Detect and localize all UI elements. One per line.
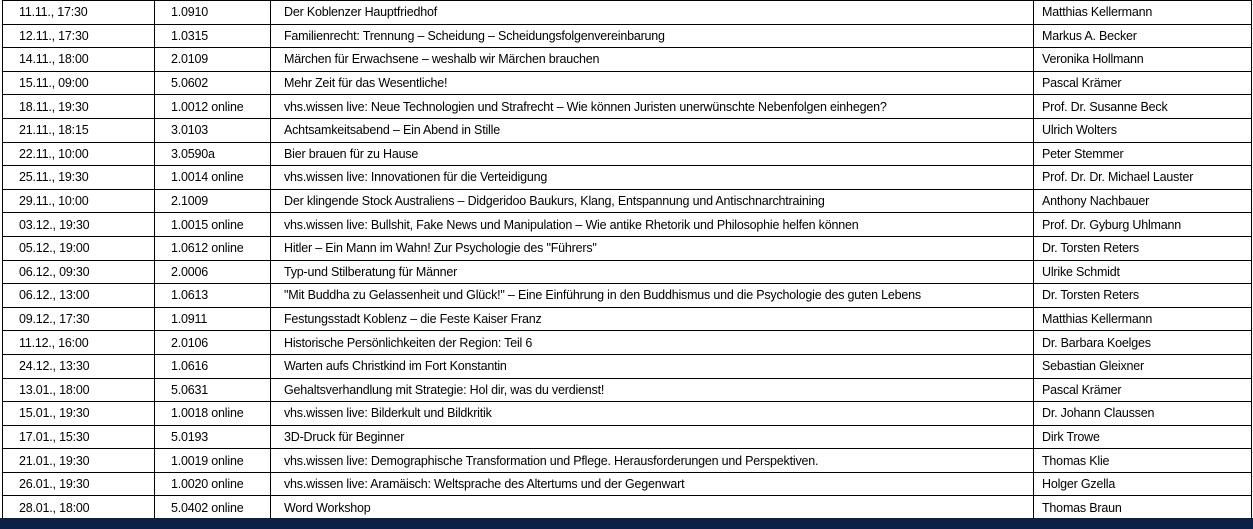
course-code-cell: 1.0612 online [155,236,271,260]
course-title-cell: vhs.wissen live: Bilderkult und Bildkritik [271,402,1034,426]
table-row [3,472,1252,496]
table-row [3,189,1252,213]
date-cell: 15.01., 19:30 [3,402,155,426]
date-cell: 13.01., 18:00 [3,378,155,402]
speaker-cell: Thomas Klie [1034,449,1252,473]
date-cell: 21.01., 19:30 [3,449,155,473]
course-code-cell: 1.0015 online [155,213,271,237]
course-title-cell: Word Workshop [271,496,1034,520]
course-title-cell: vhs.wissen live: Aramäisch: Weltsprache des Altertums und der Gegenwart [271,472,1034,496]
course-code-cell: 2.0006 [155,260,271,284]
course-code-cell: 5.0631 [155,378,271,402]
table-row [3,307,1252,331]
table-row [3,48,1252,72]
course-code-cell: 3.0590a [155,142,271,166]
speaker-cell: Prof. Dr. Susanne Beck [1034,95,1252,119]
course-code-cell: 1.0012 online [155,95,271,119]
course-title-cell: Historische Persönlichkeiten der Region: Teil 6 [271,331,1034,355]
course-title-cell: Achtsamkeitsabend – Ein Abend in Stille [271,118,1034,142]
speaker-cell: Dr. Torsten Reters [1034,236,1252,260]
table-row [3,213,1252,237]
date-cell: 24.12., 13:30 [3,354,155,378]
table-row [3,1,1252,25]
course-title-cell: Mehr Zeit für das Wesentliche! [271,71,1034,95]
course-title-cell: vhs.wissen live: Neue Technologien und Strafrecht – Wie können Juristen unerwünschte Nebenfolgen einhegen? [271,95,1034,119]
speaker-cell: Prof. Dr. Gyburg Uhlmann [1034,213,1252,237]
speaker-cell: Peter Stemmer [1034,142,1252,166]
course-title-cell: vhs.wissen live: Innovationen für die Verteidigung [271,166,1034,190]
course-title-cell: Festungsstadt Koblenz – die Feste Kaiser Franz [271,307,1034,331]
date-cell: 22.11., 10:00 [3,142,155,166]
speaker-cell: Anthony Nachbauer [1034,189,1252,213]
course-code-cell: 1.0613 [155,284,271,308]
course-title-cell: 3D-Druck für Beginner [271,425,1034,449]
table-row [3,378,1252,402]
table-row [3,24,1252,48]
speaker-cell: Ulrike Schmidt [1034,260,1252,284]
course-title-cell: Hitler – Ein Mann im Wahn! Zur Psychologie des "Führers" [271,236,1034,260]
course-title-cell: vhs.wissen live: Demographische Transformation und Pflege. Herausforderungen und Perspektiven. [271,449,1034,473]
date-cell: 11.11., 17:30 [3,1,155,25]
course-title-cell: Gehaltsverhandlung mit Strategie: Hol dir, was du verdienst! [271,378,1034,402]
table-row [3,402,1252,426]
speaker-cell: Markus A. Becker [1034,24,1252,48]
speaker-cell: Dr. Barbara Koelges [1034,331,1252,355]
course-code-cell: 1.0911 [155,307,271,331]
course-code-cell: 5.0602 [155,71,271,95]
date-cell: 14.11., 18:00 [3,48,155,72]
date-cell: 15.11., 09:00 [3,71,155,95]
footer-bar [0,518,1253,529]
course-title-cell: vhs.wissen live: Bullshit, Fake News und Manipulation – Wie antike Rhetorik und Philosophie helfen können [271,213,1034,237]
table-row [3,425,1252,449]
speaker-cell: Sebastian Gleixner [1034,354,1252,378]
date-cell: 21.11., 18:15 [3,118,155,142]
speaker-cell: Holger Gzella [1034,472,1252,496]
date-cell: 06.12., 09:30 [3,260,155,284]
course-code-cell: 2.0106 [155,331,271,355]
date-cell: 03.12., 19:30 [3,213,155,237]
table-row [3,284,1252,308]
course-title-cell: Typ-und Stilberatung für Männer [271,260,1034,284]
date-cell: 28.01., 18:00 [3,496,155,520]
speaker-cell: Veronika Hollmann [1034,48,1252,72]
course-code-cell: 1.0616 [155,354,271,378]
date-cell: 12.11., 17:30 [3,24,155,48]
date-cell: 18.11., 19:30 [3,95,155,119]
course-code-cell: 1.0020 online [155,472,271,496]
speaker-cell: Matthias Kellermann [1034,1,1252,25]
speaker-cell: Prof. Dr. Dr. Michael Lauster [1034,166,1252,190]
speaker-cell: Pascal Krämer [1034,378,1252,402]
table-row [3,354,1252,378]
course-schedule-table [2,0,1252,520]
course-title-cell: "Mit Buddha zu Gelassenheit und Glück!" – Eine Einführung in den Buddhismus und die Psychologie des guten Lebens [271,284,1034,308]
date-cell: 05.12., 19:00 [3,236,155,260]
speaker-cell: Matthias Kellermann [1034,307,1252,331]
course-code-cell: 2.0109 [155,48,271,72]
date-cell: 17.01., 15:30 [3,425,155,449]
course-code-cell: 1.0315 [155,24,271,48]
course-title-cell: Der Koblenzer Hauptfriedhof [271,1,1034,25]
course-code-cell: 3.0103 [155,118,271,142]
table-row [3,95,1252,119]
date-cell: 06.12., 13:00 [3,284,155,308]
date-cell: 09.12., 17:30 [3,307,155,331]
course-title-cell: Warten aufs Christkind im Fort Konstantin [271,354,1034,378]
date-cell: 25.11., 19:30 [3,166,155,190]
course-schedule-body [3,1,1252,520]
speaker-cell: Dirk Trowe [1034,425,1252,449]
table-row [3,118,1252,142]
speaker-cell: Pascal Krämer [1034,71,1252,95]
course-code-cell: 1.0910 [155,1,271,25]
date-cell: 11.12., 16:00 [3,331,155,355]
table-row [3,142,1252,166]
table-row [3,449,1252,473]
speaker-cell: Thomas Braun [1034,496,1252,520]
course-code-cell: 5.0402 online [155,496,271,520]
table-row [3,236,1252,260]
course-code-cell: 5.0193 [155,425,271,449]
table-row [3,260,1252,284]
course-title-cell: Familienrecht: Trennung – Scheidung – Scheidungsfolgenvereinbarung [271,24,1034,48]
date-cell: 29.11., 10:00 [3,189,155,213]
table-row [3,71,1252,95]
table-row [3,496,1252,520]
speaker-cell: Dr. Torsten Reters [1034,284,1252,308]
speaker-cell: Dr. Johann Claussen [1034,402,1252,426]
course-title-cell: Märchen für Erwachsene – weshalb wir Märchen brauchen [271,48,1034,72]
course-code-cell: 1.0018 online [155,402,271,426]
course-code-cell: 1.0014 online [155,166,271,190]
course-title-cell: Der klingende Stock Australiens – Didgeridoo Baukurs, Klang, Entspannung und Antischnarchtraining [271,189,1034,213]
table-row [3,166,1252,190]
speaker-cell: Ulrich Wolters [1034,118,1252,142]
course-code-cell: 1.0019 online [155,449,271,473]
date-cell: 26.01., 19:30 [3,472,155,496]
course-title-cell: Bier brauen für zu Hause [271,142,1034,166]
course-code-cell: 2.1009 [155,189,271,213]
table-row [3,331,1252,355]
